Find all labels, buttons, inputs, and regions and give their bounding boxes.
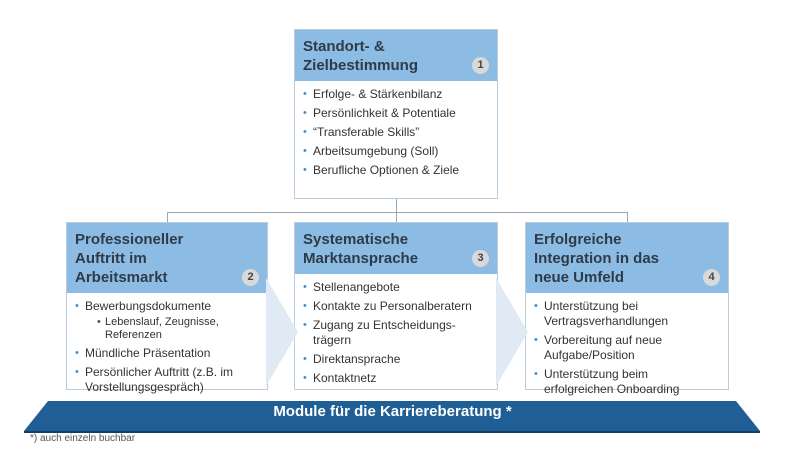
module-title xyxy=(295,30,497,81)
module-number-badge: 1 xyxy=(472,57,489,74)
list-item: • Vorbereitung auf neue Aufgabe/Position xyxy=(534,333,720,363)
list-item: • “Transferable Skills” xyxy=(303,125,489,140)
module-integration xyxy=(525,222,729,396)
chevron-arrow-icon xyxy=(496,278,528,386)
connector-horizontal xyxy=(167,212,627,213)
module-number-badge: 3 xyxy=(472,250,489,267)
module-items xyxy=(295,274,497,386)
module-number-badge: 4 xyxy=(703,269,720,286)
module-title xyxy=(295,223,497,274)
module-professioneller-auftritt xyxy=(66,222,268,394)
list-item: • Zugang zu Entscheidungs-trägern xyxy=(303,318,489,348)
list-item: • Persönlicher Auftritt (z.B. im Vorstellungsgespräch) xyxy=(75,365,259,395)
list-item: • Stellenangebote xyxy=(303,280,489,295)
connector-left-drop xyxy=(167,212,168,222)
banner-title: Module für die Karriereberatung * xyxy=(273,403,512,420)
chevron-arrow-icon xyxy=(266,278,298,386)
module-standortbestimmung xyxy=(294,29,498,199)
list-item: • Berufliche Optionen & Ziele xyxy=(303,163,489,178)
module-number-badge: 2 xyxy=(242,269,259,286)
module-title-text: Professioneller Auftritt im Arbeitsmarkt xyxy=(75,231,184,286)
module-items xyxy=(295,81,497,178)
connector-vertical-top xyxy=(396,198,397,212)
connector-right-drop xyxy=(627,212,628,222)
list-item: • Kontakte zu Personalberatern xyxy=(303,299,489,314)
module-title-text: Erfolgreiche Integration in das neue Umfeld xyxy=(534,231,660,286)
module-marktansprache xyxy=(294,222,498,390)
module-title xyxy=(526,223,728,293)
list-item: • Bewerbungsdokumente xyxy=(75,299,259,314)
list-item: • Mündliche Präsentation xyxy=(75,346,259,361)
connector-middle-drop xyxy=(396,212,397,222)
module-title-text: Systematische Marktansprache xyxy=(303,231,419,267)
list-item: • Unterstützung bei Vertragsverhandlungen xyxy=(534,299,720,329)
list-item: • Unterstützung beim erfolgreichen Onboarding xyxy=(534,367,720,397)
module-items xyxy=(67,293,267,395)
sub-list-item: • Lebenslauf, Zeugnisse, Referenzen xyxy=(97,316,259,342)
list-item: • Arbeitsumgebung (Soll) xyxy=(303,144,489,159)
footnote: *) auch einzeln buchbar xyxy=(30,433,136,444)
list-item: • Direktansprache xyxy=(303,352,489,367)
list-item: • Erfolge- & Stärkenbilanz xyxy=(303,87,489,102)
module-items xyxy=(526,293,728,397)
list-item: • Persönlichkeit & Potentiale xyxy=(303,106,489,121)
module-title-text: Standort- & Zielbestimmung xyxy=(303,38,419,74)
module-title xyxy=(67,223,267,293)
list-item: • Kontaktnetz xyxy=(303,371,489,386)
